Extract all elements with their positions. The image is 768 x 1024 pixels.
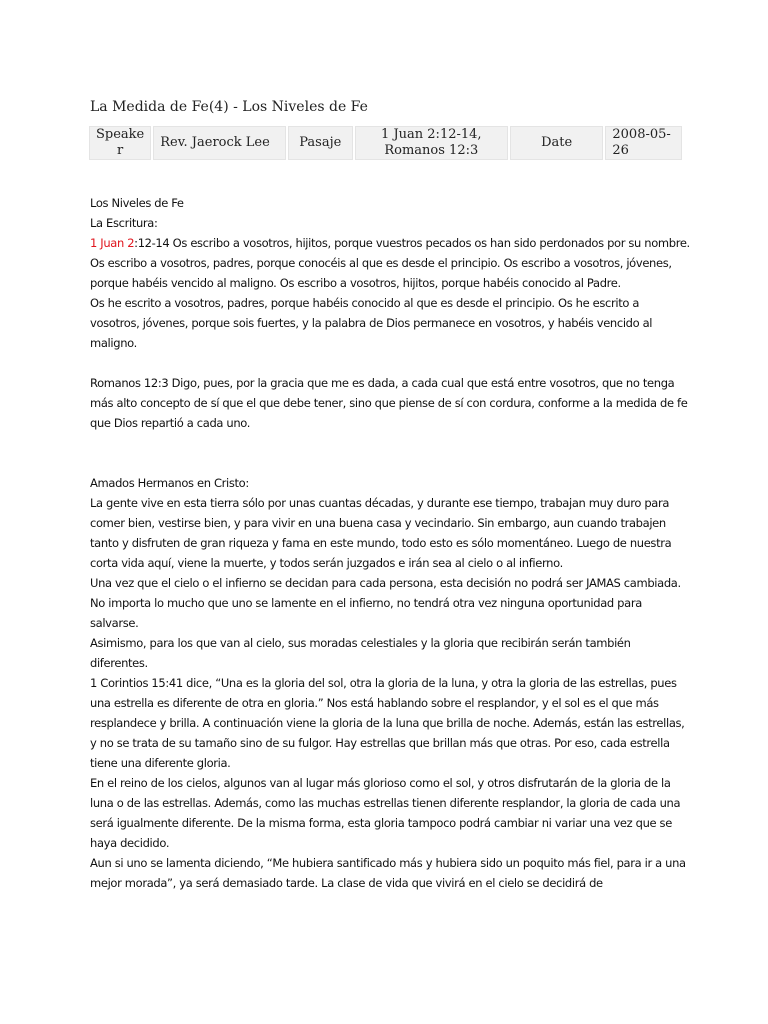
passage-line-2: Romanos 12:3 bbox=[384, 143, 479, 158]
speaker-label bbox=[89, 126, 151, 160]
date-line-2: 26 bbox=[612, 143, 629, 158]
scripture-reference-link[interactable]: 1 Juan 2 bbox=[90, 236, 135, 250]
paragraph-6: Aun si uno se lamenta diciendo, “Me hubiera santificado más y hubiera sido un poquito más fiel, para ir a una mejor morada”, ya será demasiado tarde. La clase de vida que vivirá en el cielo se decidirá de bbox=[90, 856, 686, 890]
paragraph-5: En el reino de los cielos, algunos van al lugar más glorioso como el sol, y otros disfrutarán de la gloria de la luna o de las estrellas. Además, como las muchas estrellas tienen diferente resplandor, la gloria de cada una será igualmente diferente. De la misma forma, esta gloria tampoco podrá cambiar ni variar una vez que se haya decidido. bbox=[90, 776, 681, 850]
paragraph-2: Una vez que el cielo o el infierno se decidan para cada persona, esta decisión no podrá ser JAMAS cambiada. No importa lo mucho que uno se lamente en el infierno, no tendrá otra vez ninguna oportunidad para salvarse. bbox=[90, 576, 681, 630]
document-title: La Medida de Fe(4) - Los Niveles de Fe bbox=[90, 99, 368, 115]
date-label: Date bbox=[510, 126, 603, 160]
speaker-label-line-2: r bbox=[117, 143, 124, 158]
speaker-label-line-1: Speake bbox=[96, 127, 145, 142]
passage-label: Pasaje bbox=[288, 126, 353, 160]
date-line-1: 2008-05- bbox=[612, 127, 671, 142]
passage-value bbox=[355, 126, 508, 160]
section-heading: Los Niveles de Fe bbox=[90, 196, 184, 210]
sermon-body bbox=[90, 193, 690, 893]
paragraph-4: 1 Corintios 15:41 dice, “Una es la gloria del sol, otra la gloria de la luna, y otra la gloria de las estrellas, pues una estrella es diferente de otra en gloria.” Nos está hablando sobre el resplandor, y el sol es el que más resplandece y brilla. A continuación viene la gloria de la luna que brilla de noche. Además, están las estrellas, y no se trata de su tamaño sino de su fulgor. Hay estrellas que brillan más que otras. Por eso, cada estrella tiene una diferente gloria. bbox=[90, 676, 685, 770]
scripture-label: La Escritura: bbox=[90, 216, 158, 230]
scripture-verse-1 bbox=[90, 233, 690, 253]
greeting: Amados Hermanos en Cristo: bbox=[90, 476, 249, 490]
scripture-verse-1-text: :12-14 Os escribo a vosotros, hijitos, porque vuestros pecados os han sido perdonados por su nombre. bbox=[134, 236, 690, 250]
date-value bbox=[605, 126, 682, 160]
scripture-verse-2: Os escribo a vosotros, padres, porque conocéis al que es desde el principio. Os escribo a vosotros, jóvenes, porque habéis vencido al maligno. Os escribo a vosotros, hijitos, porque habéis conocido al Padre. bbox=[90, 256, 672, 290]
paragraph-1: La gente vive en esta tierra sólo por unas cuantas décadas, y durante ese tiempo, trabajan muy duro para comer bien, vestirse bien, y para vivir en una buena casa y vecindario. Sin embargo, aun cuando trabajen tanto y disfruten de gran riqueza y fama en este mundo, todo esto es sólo momentáneo. Luego de nuestra corta vida aquí, viene la muerte, y todos serán juzgados e irán sea al cielo o al infierno. bbox=[90, 496, 672, 570]
passage-line-1: 1 Juan 2:12-14, bbox=[381, 127, 482, 142]
sermon-info-table bbox=[87, 124, 684, 162]
paragraph-3: Asimismo, para los que van al cielo, sus moradas celestiales y la gloria que recibirán serán también diferentes. bbox=[90, 636, 631, 670]
scripture-romans: Romanos 12:3 Digo, pues, por la gracia que me es dada, a cada cual que está entre vosotros, que no tenga más alto concepto de sí que el que debe tener, sino que piense de sí con cordura, conforme a la medida de fe que Dios repartió a cada uno. bbox=[90, 376, 688, 430]
scripture-verse-3: Os he escrito a vosotros, padres, porque habéis conocido al que es desde el principio. Os he escrito a vosotros, jóvenes, porque sois fuertes, y la palabra de Dios permanece en vosotros, y habéis vencido al maligno. bbox=[90, 296, 653, 350]
speaker-value: Rev. Jaerock Lee bbox=[153, 126, 286, 160]
